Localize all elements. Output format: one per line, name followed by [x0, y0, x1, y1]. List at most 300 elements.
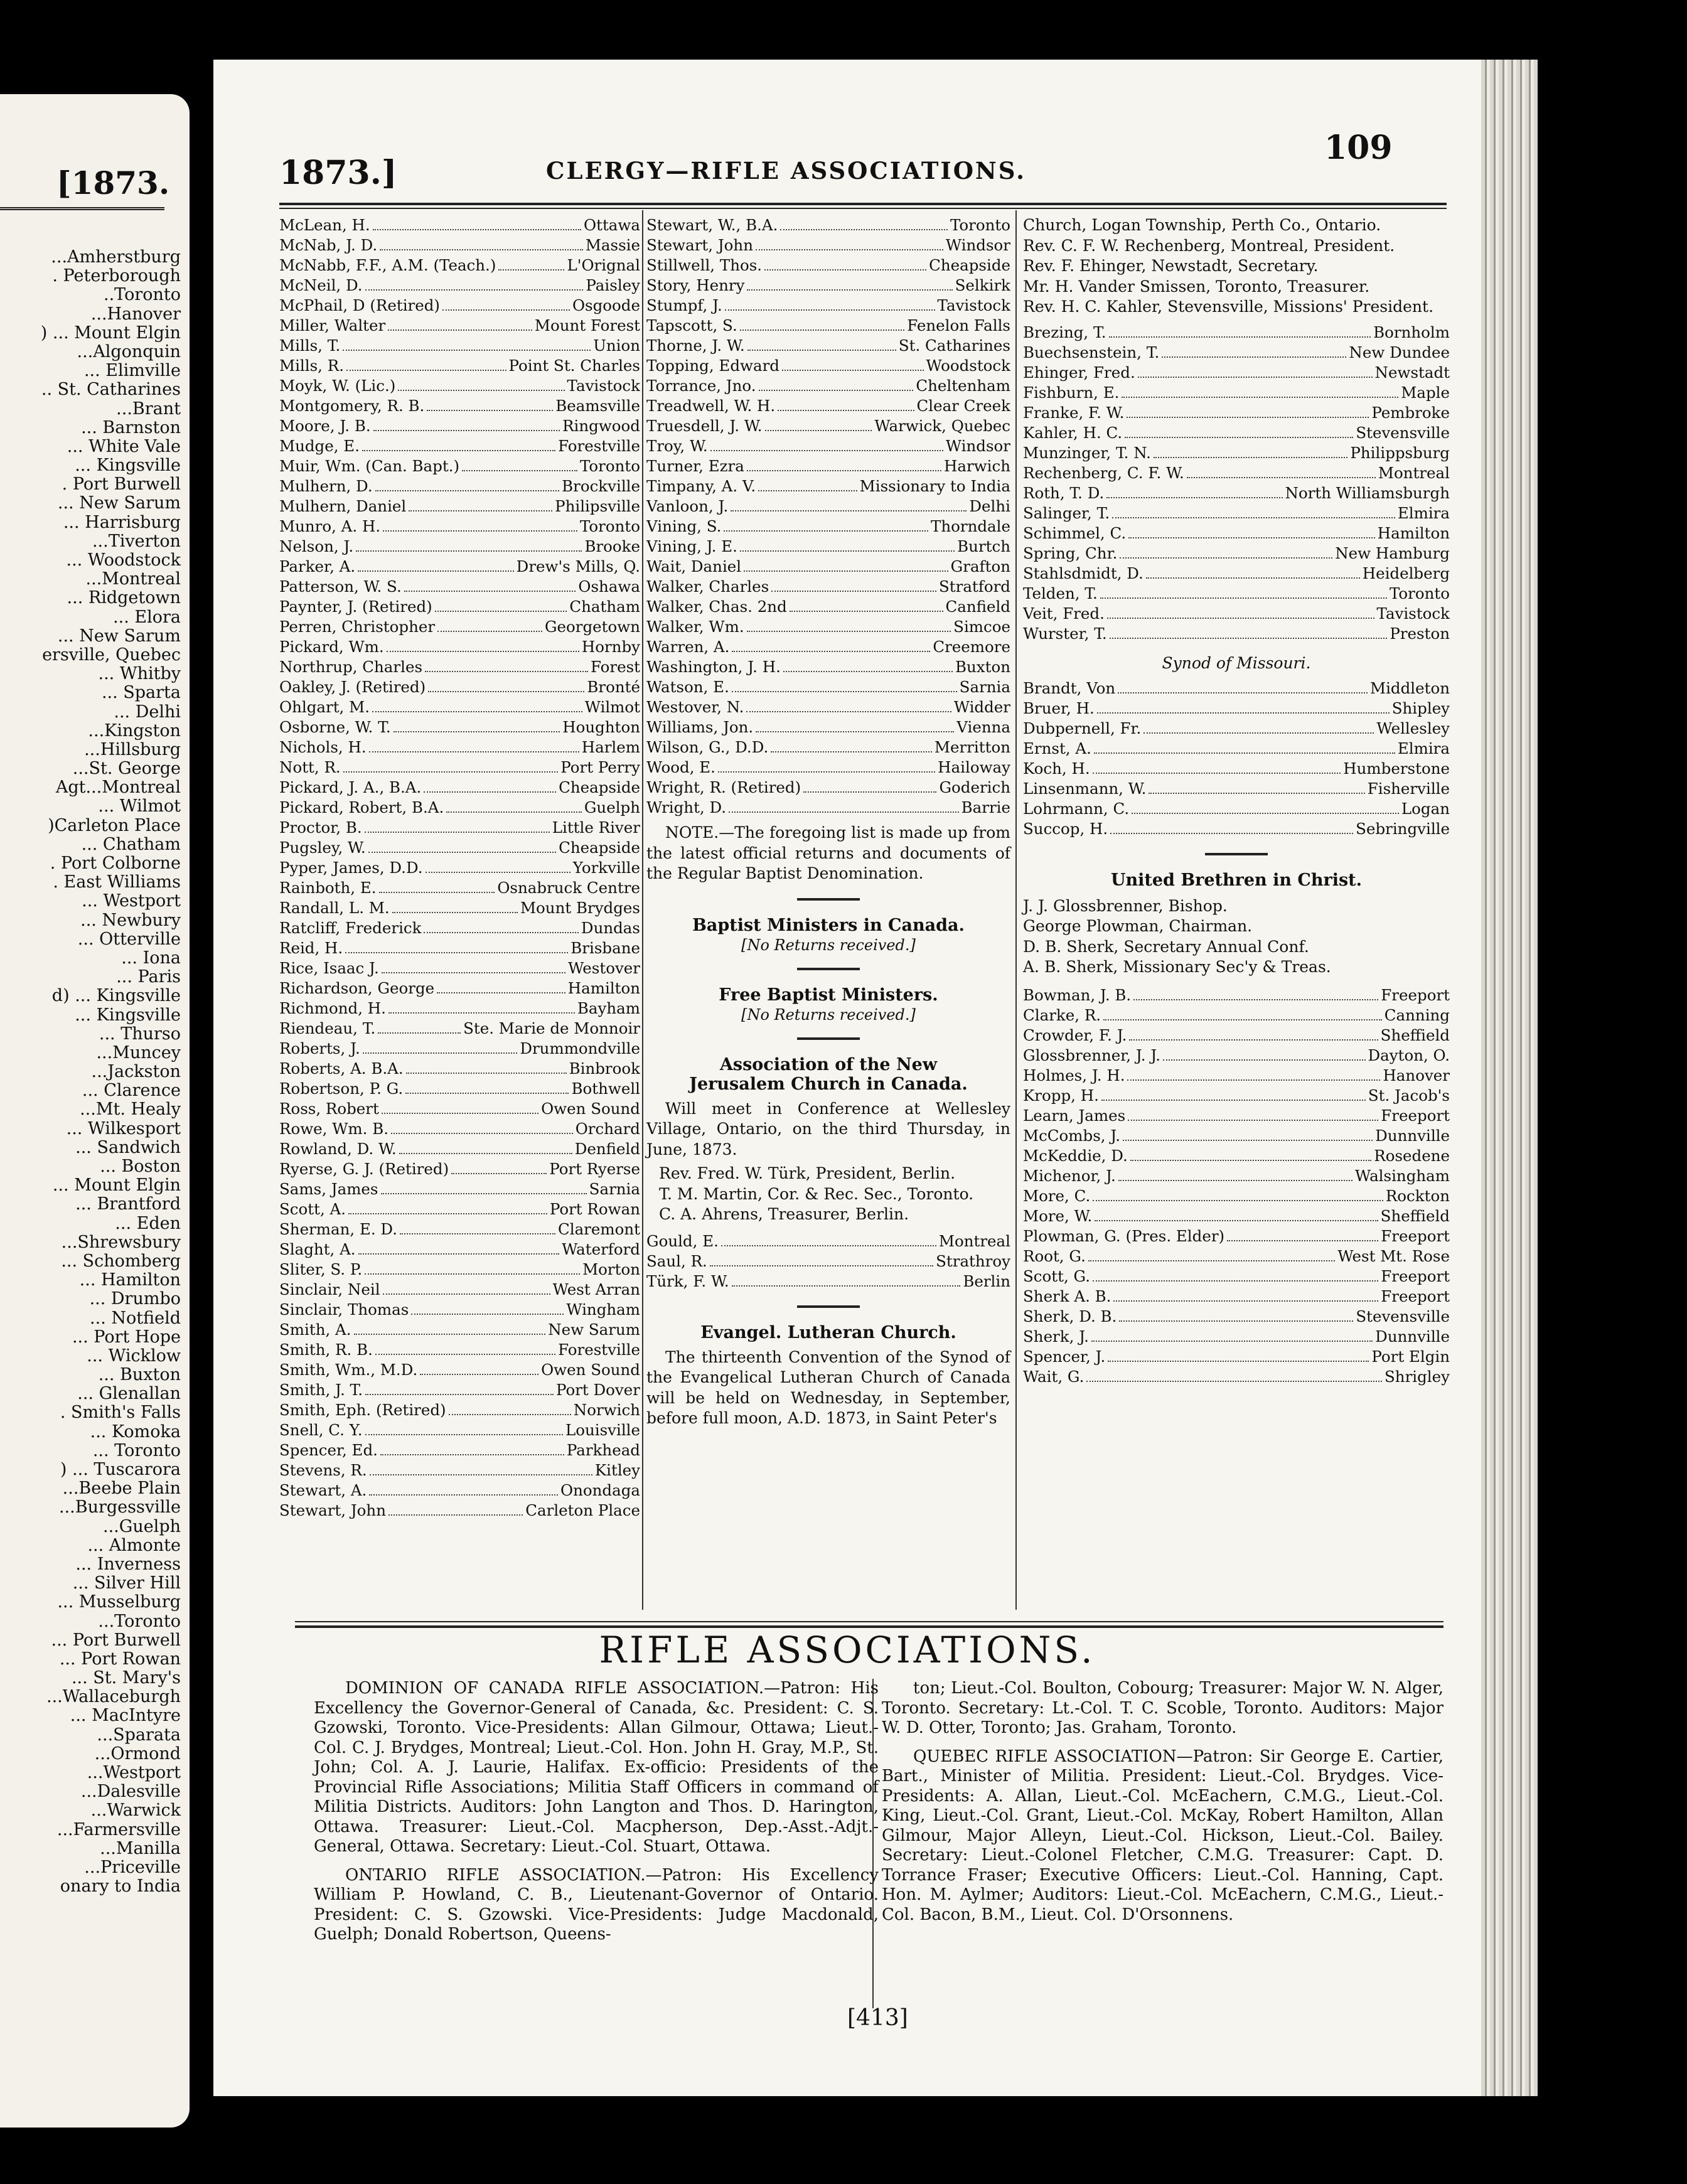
leader-dots	[771, 737, 932, 752]
leader-dots	[718, 757, 935, 773]
list-item	[279, 1260, 640, 1280]
left-page-place: ... Port Burwell	[51, 1630, 181, 1650]
list-item	[1023, 403, 1450, 423]
list-item	[1023, 759, 1450, 779]
text-line: ONTARIO RIFLE ASSOCIATION.—Patron: His Excellency William P. Howland, C. B., Lieutenant-Governor of Ontario. President: C. S. Gzowski. Vice-Presidents: Judge Macdonald, Guelph; Donald Robertson, Queens-	[314, 1865, 879, 1944]
entry-place: Ste. Marie de Monnoir	[463, 1019, 640, 1037]
leader-dots	[411, 1300, 564, 1315]
entry-place: Logan	[1401, 799, 1450, 818]
list-item	[279, 597, 640, 617]
entry-name: Munro, A. H.	[279, 517, 381, 535]
leader-dots	[1113, 1287, 1378, 1302]
leader-dots	[1091, 1327, 1373, 1342]
left-page-place: ... Sparta	[101, 683, 181, 703]
leader-dots	[373, 416, 560, 431]
entry-place: Pembroke	[1371, 403, 1450, 422]
leader-dots	[1086, 1367, 1382, 1382]
entry-name: More, C.	[1023, 1186, 1091, 1205]
entry-name: Topping, Edward	[646, 356, 779, 375]
leader-dots	[1132, 799, 1399, 814]
entry-name: Rowland, D. W.	[279, 1140, 397, 1158]
leader-dots	[365, 818, 550, 833]
leader-dots	[1227, 1226, 1378, 1241]
entry-name: Walker, Chas. 2nd	[646, 597, 787, 616]
list-item	[279, 296, 640, 316]
list-item	[279, 276, 640, 296]
list-item	[1023, 624, 1450, 644]
entry-place: Osnabruck Centre	[497, 879, 640, 897]
left-page-place: ... Woodstock	[66, 550, 181, 570]
entry-name: Sinclair, Thomas	[279, 1300, 409, 1319]
entry-place: Houghton	[562, 718, 640, 736]
list-item	[279, 737, 640, 757]
entry-name: Brandt, Von	[1023, 678, 1116, 697]
entry-name: Sliter, S. P.	[279, 1260, 363, 1278]
entry-name: Mulhern, Daniel	[279, 497, 407, 515]
left-page-place: ...Dalesville	[80, 1782, 181, 1802]
list-item	[279, 778, 640, 798]
entry-place: Freeport	[1381, 1266, 1450, 1285]
entry-place: St. Catharines	[898, 336, 1010, 355]
list-item	[279, 617, 640, 637]
rifle-right-column	[882, 1679, 1443, 1934]
entry-name: Warren, A.	[646, 638, 730, 656]
entry-place: Toronto	[579, 517, 640, 535]
entry-name: Roth, T. D.	[1023, 483, 1105, 502]
list-item	[279, 1159, 640, 1179]
leader-dots	[369, 737, 579, 752]
entry-place: Missionary to India	[859, 477, 1010, 495]
leader-dots	[1127, 1066, 1380, 1081]
list-item	[279, 336, 640, 356]
entry-name: Timpany, A. V.	[646, 477, 756, 495]
entry-name: Pyper, James, D.D.	[279, 859, 423, 877]
entry-place: Brockville	[562, 477, 640, 495]
entry-name: Robertson, P. G.	[279, 1079, 404, 1098]
entry-name: Smith, Wm., M.D.	[279, 1361, 418, 1379]
list-item	[1023, 719, 1450, 739]
entry-place: Louisville	[565, 1421, 640, 1439]
left-page-place: ... Clarence	[82, 1081, 181, 1101]
entry-place: Port Elgin	[1371, 1347, 1450, 1366]
entry-place: Owen Sound	[541, 1361, 640, 1379]
missouri-title: Synod of Missouri.	[1162, 653, 1311, 672]
list-item	[646, 476, 1010, 496]
entry-place: Elmira	[1397, 503, 1450, 522]
left-page-place: ...Jackston	[91, 1062, 181, 1082]
left-page-place: ... Inverness	[75, 1554, 181, 1574]
leader-dots	[365, 1380, 554, 1395]
entry-place: Yorkville	[572, 859, 640, 877]
list-item	[279, 998, 640, 1019]
list-item	[1023, 523, 1450, 543]
leader-dots	[437, 617, 542, 632]
entry-place: Chatham	[569, 597, 640, 616]
left-page-place: ... Notfield	[90, 1308, 181, 1328]
page-number: 109	[1324, 129, 1393, 167]
entry-place: Ottawa	[584, 216, 640, 234]
leader-dots	[756, 235, 943, 250]
leader-dots	[392, 898, 518, 913]
entry-place: Freeport	[1381, 1226, 1450, 1245]
list-item	[279, 978, 640, 998]
leader-dots	[1146, 564, 1360, 579]
left-page-place: ...Hanover	[90, 304, 181, 324]
entry-name: Ohlgart, M.	[279, 698, 370, 716]
entry-name: Bowman, J. B.	[1023, 985, 1132, 1004]
left-page-place: ... Delhi	[114, 702, 181, 722]
leader-dots	[387, 637, 579, 652]
entry-name: Roberts, A. B.A.	[279, 1059, 404, 1078]
entry-name: Turner, Ezra	[646, 457, 744, 475]
list-item	[279, 677, 640, 697]
entry-place: Forest	[590, 658, 640, 676]
entry-place: Toronto	[1389, 584, 1450, 602]
text-line: D. B. Sherk, Secretary Annual Conf.	[1023, 937, 1309, 956]
leader-dots	[1149, 779, 1364, 794]
left-page-place: ...Ormond	[94, 1743, 181, 1764]
entry-place: Canfield	[945, 597, 1010, 616]
list-item	[646, 757, 1010, 778]
entry-name: Learn, James	[1023, 1106, 1126, 1125]
text-line: ton; Lieut.-Col. Boulton, Cobourg; Treasurer: Major W. N. Alger, Toronto. Secretary: Lt.-Col. T. C. Scoble, Toronto. Auditors: Major W. D. Otter, Toronto; Jas. Graham, Toronto.	[882, 1679, 1443, 1737]
list-item	[279, 637, 640, 657]
united-brethren-list	[1023, 985, 1450, 1387]
leader-dots	[375, 1340, 555, 1355]
entry-name: Mills, T.	[279, 336, 341, 355]
list-item	[646, 296, 1010, 316]
left-page-place: ... Sandwich	[75, 1137, 181, 1157]
left-page-place: ... Whitby	[98, 664, 181, 684]
left-page-place: ... White Vale	[67, 436, 181, 456]
leader-dots	[759, 376, 914, 391]
new-jerusalem-officers	[646, 1164, 1010, 1225]
left-page-place: ... New Sarum	[57, 493, 181, 513]
entry-name: McLean, H.	[279, 216, 370, 234]
left-page-place: ...St. George	[72, 759, 181, 779]
leader-dots	[1154, 443, 1348, 458]
leader-dots	[427, 396, 553, 411]
leader-dots	[1138, 363, 1373, 378]
left-page-place: ...Warwick	[90, 1801, 181, 1821]
leader-dots	[1128, 523, 1375, 538]
entry-place: Walsingham	[1355, 1166, 1450, 1185]
entry-name: Wait, Daniel	[646, 557, 742, 575]
leader-dots	[373, 215, 581, 230]
list-item	[279, 1079, 640, 1099]
entry-name: Buechsenstein, T.	[1023, 343, 1160, 361]
entry-name: Nelson, J.	[279, 537, 354, 555]
entry-name: Treadwell, W. H.	[646, 397, 776, 415]
entry-place: Thorndale	[931, 517, 1010, 535]
entry-place: Selkirk	[955, 276, 1010, 294]
entry-name: Stewart, John	[279, 1501, 386, 1519]
entry-place: Toronto	[950, 216, 1010, 234]
entry-name: Mills, R.	[279, 356, 344, 375]
entry-place: Osgoode	[572, 296, 640, 314]
leader-dots	[398, 376, 564, 391]
leader-dots	[778, 396, 914, 411]
leader-dots	[380, 235, 583, 250]
list-item	[279, 456, 640, 476]
entry-place: Wingham	[566, 1300, 640, 1319]
list-item	[279, 1280, 640, 1300]
list-item	[646, 1271, 1010, 1292]
entry-name: Linsenmann, W.	[1023, 779, 1147, 798]
entry-name: Munzinger, T. N.	[1023, 443, 1151, 462]
entry-name: Lohrmann, C.	[1023, 799, 1130, 818]
entry-place: Warwick, Quebec	[874, 417, 1010, 435]
list-item	[279, 517, 640, 537]
left-page-place: .. St. Catharines	[41, 380, 181, 400]
list-item	[1023, 423, 1450, 443]
entry-place: Paisley	[586, 276, 640, 294]
list-item	[646, 356, 1010, 376]
leader-dots	[1101, 1086, 1366, 1101]
entry-name: Smith, Eph. (Retired)	[279, 1401, 446, 1419]
entry-name: Wright, D.	[646, 798, 727, 816]
leader-dots	[1095, 1206, 1378, 1221]
text-line: C. A. Ahrens, Treasurer, Berlin.	[659, 1205, 909, 1223]
leader-dots	[1088, 1246, 1335, 1261]
entry-place: Bayham	[577, 999, 640, 1017]
list-item	[1023, 1206, 1450, 1226]
entry-place: Drummondville	[520, 1039, 640, 1057]
left-page-place: ... Wilkesport	[66, 1118, 181, 1138]
leader-dots	[1128, 1106, 1378, 1121]
entry-name: Root, G.	[1023, 1246, 1086, 1265]
list-item	[279, 316, 640, 336]
list-item	[1023, 1367, 1450, 1387]
list-item	[646, 537, 1010, 557]
leader-dots	[446, 798, 582, 813]
entry-place: Westover	[568, 959, 640, 977]
list-item	[279, 757, 640, 778]
column-3	[1023, 215, 1450, 1387]
list-item	[279, 577, 640, 597]
baptist-title: Baptist Ministers in Canada.	[692, 915, 965, 935]
entry-name: Wright, R. (Retired)	[646, 778, 801, 796]
leader-dots	[747, 276, 952, 291]
left-page-place: ... Eden	[115, 1213, 181, 1233]
leader-dots	[363, 1039, 518, 1054]
entry-name: Proctor, B.	[279, 818, 362, 837]
entry-name: Walker, Charles	[646, 577, 769, 596]
leader-dots	[409, 496, 552, 511]
leader-dots	[362, 436, 555, 451]
baptist-note: NOTE.—The foregoing list is made up from the latest official returns and documents of the Regular Baptist Denomination.	[646, 823, 1010, 882]
list-item	[1023, 1266, 1450, 1287]
free-baptist-title: Free Baptist Ministers.	[719, 985, 938, 1005]
list-item	[1023, 363, 1450, 383]
left-page-place: ...Westport	[87, 1763, 181, 1782]
list-item	[1023, 1226, 1450, 1246]
left-page-rule	[0, 207, 164, 210]
list-item	[646, 517, 1010, 537]
list-item	[279, 215, 640, 235]
entry-name: Mudge, E.	[279, 437, 360, 455]
list-item	[279, 1360, 640, 1380]
leader-dots	[345, 938, 568, 953]
new-jerusalem-text: Will meet in Conference at Wellesley Village, Ontario, on the third Thursday, in June, 1873.	[646, 1099, 1010, 1159]
entry-place: Grafton	[950, 557, 1010, 575]
list-item	[279, 1039, 640, 1059]
entry-name: Crowder, F. J.	[1023, 1025, 1127, 1044]
text-line: DOMINION OF CANADA RIFLE ASSOCIATION.—Patron: His Excellency the Governor-General of Canada, &c. President: C. S. Gzowski, Toronto. Vice-Presidents: Allan Gilmour, Ottawa; Lieut.-Col. C. J. Brydges, Montreal; Lieut.-Col. Hon. John H. Gray, M.P., St. John; Col. A. J. Laurie, Halifax. Ex-officio: Presidents of the Provincial Rifle Associations; Militia Staff Officers in command of Militia Districts. Auditors: John Langton and Thos. D. Harington, Ottawa. Treasurer: Lieut.-Col. Macpherson, Dep.-Asst.-Adjt.-General, Ottawa. Secretary: Lieut.-Col. Stuart, Ottawa.	[314, 1679, 879, 1856]
entry-place: Stevensville	[1356, 1307, 1450, 1325]
list-item	[279, 1139, 640, 1159]
list-item	[1023, 483, 1450, 503]
entry-place: Denfield	[574, 1140, 640, 1158]
list-item	[1023, 1025, 1450, 1046]
entry-name: McKeddie, D.	[1023, 1146, 1128, 1165]
entry-place: Point St. Charles	[508, 356, 640, 375]
list-item	[646, 1251, 1010, 1271]
leader-dots	[1127, 403, 1369, 418]
left-page-place: ... Kingsville	[75, 1005, 181, 1025]
entry-name: McCombs, J.	[1023, 1126, 1121, 1145]
list-item	[646, 697, 1010, 717]
leader-dots	[1106, 483, 1282, 498]
left-page-place: ... New Sarum	[57, 626, 181, 646]
separator	[1205, 853, 1268, 855]
leader-dots	[442, 296, 570, 311]
entry-name: Salinger, T.	[1023, 503, 1110, 522]
list-item	[1023, 343, 1450, 363]
left-page-place: ... Musselburg	[57, 1592, 181, 1612]
entry-name: Rowe, Wm. B.	[279, 1120, 389, 1138]
list-item	[1023, 1307, 1450, 1327]
entry-name: Paynter, J. (Retired)	[279, 597, 432, 616]
entry-place: Massie	[585, 236, 640, 254]
entry-name: Clarke, R.	[1023, 1005, 1101, 1024]
entry-name: McPhail, D (Retired)	[279, 296, 440, 314]
entry-place: Widder	[953, 698, 1010, 716]
entry-name: Ernst, A.	[1023, 739, 1091, 757]
leader-dots	[346, 356, 506, 371]
entry-name: Truesdell, J. W.	[646, 417, 763, 435]
list-item	[279, 1179, 640, 1199]
leader-dots	[379, 878, 495, 893]
leader-dots	[1187, 463, 1376, 478]
entry-place: Georgetown	[544, 618, 640, 636]
entry-name: Nott, R.	[279, 758, 341, 776]
entry-place: Burtch	[957, 537, 1010, 555]
left-page-place: ...Manilla	[100, 1838, 181, 1858]
list-item	[646, 316, 1010, 336]
entry-name: Gould, E.	[646, 1231, 719, 1250]
header-rule	[279, 203, 1447, 205]
left-facing-page	[0, 94, 190, 2128]
leader-dots	[375, 476, 560, 491]
list-item	[1023, 1166, 1450, 1186]
list-item	[279, 537, 640, 557]
entry-name: Koch, H.	[1023, 759, 1090, 778]
entry-place: Morton	[582, 1260, 640, 1278]
left-page-place: ...Kingston	[88, 720, 181, 741]
entry-name: Wait, G.	[1023, 1367, 1084, 1386]
entry-place: Simcoe	[953, 618, 1010, 636]
entry-place: Stratford	[938, 577, 1010, 596]
left-page-place: ... St. Mary's	[71, 1668, 181, 1688]
leader-dots	[399, 1139, 572, 1154]
entry-place: St. Jacob's	[1368, 1086, 1450, 1105]
leader-dots	[747, 336, 896, 351]
entry-name: Vining, J. E.	[646, 537, 737, 555]
column-divider-2	[1015, 210, 1017, 1610]
header-title: CLERGY—RIFLE ASSOCIATIONS.	[546, 157, 1027, 185]
list-item	[646, 637, 1010, 657]
entry-name: Story, Henry	[646, 276, 745, 294]
leader-dots	[343, 336, 591, 351]
left-page-place: ) ... Tuscarora	[60, 1460, 181, 1479]
leader-dots	[378, 1019, 461, 1034]
left-page-place: ... MacIntyre	[70, 1706, 181, 1726]
left-page-place: ...Toronto	[98, 1611, 181, 1631]
entry-place: Brooke	[584, 537, 640, 555]
entry-place: New Hamburg	[1335, 543, 1450, 562]
entry-place: Wilmot	[584, 698, 640, 716]
list-item	[1023, 564, 1450, 584]
entry-name: Oakley, J. (Retired)	[279, 678, 426, 696]
entry-place: Montreal	[938, 1231, 1010, 1250]
left-page-place: ...Beebe Plain	[62, 1479, 181, 1499]
entry-place: Owen Sound	[541, 1100, 640, 1118]
left-page-place: ... Wicklow	[87, 1346, 181, 1366]
header-year: 1873.]	[279, 154, 397, 192]
main-page	[213, 60, 1481, 2096]
leader-dots	[388, 1501, 523, 1516]
list-item	[279, 1019, 640, 1039]
leader-dots	[732, 1271, 961, 1287]
leader-dots	[1108, 1347, 1369, 1362]
list-item	[646, 336, 1010, 356]
entry-place: Barrie	[961, 798, 1010, 816]
entry-place: Carleton Place	[525, 1501, 640, 1519]
left-page-place: ... Hamilton	[79, 1270, 181, 1290]
left-page-place: ... Toronto	[92, 1440, 181, 1460]
entry-place: Dunnville	[1375, 1327, 1450, 1346]
left-page-place: ...Amherstburg	[51, 247, 181, 267]
list-item	[1023, 1066, 1450, 1086]
entry-name: Osborne, W. T.	[279, 718, 391, 736]
list-item	[1023, 1005, 1450, 1025]
leader-dots	[764, 255, 926, 270]
entry-place: Cheapside	[559, 838, 640, 857]
united-brethren-title: United Brethren in Christ.	[1110, 870, 1363, 890]
entry-place: Elmira	[1397, 739, 1450, 757]
leader-dots	[388, 998, 575, 1014]
left-page-place: . Port Burwell	[62, 474, 181, 495]
list-item	[646, 778, 1010, 798]
entry-place: Dayton, O.	[1368, 1046, 1450, 1064]
list-item	[279, 1460, 640, 1480]
leader-dots	[420, 1360, 538, 1375]
entry-name: Riendeau, T.	[279, 1019, 376, 1037]
left-page-place: ... Westport	[82, 891, 181, 911]
leader-dots	[365, 1420, 563, 1435]
list-item	[646, 737, 1010, 757]
entry-name: Northrup, Charles	[279, 658, 423, 676]
entry-name: Rice, Isaac J.	[279, 959, 379, 977]
lutheran-title: Evangel. Lutheran Church.	[700, 1322, 956, 1342]
entry-name: Patterson, W. S.	[279, 577, 402, 596]
entry-name: Moore, J. B.	[279, 417, 371, 435]
leader-dots	[383, 517, 577, 532]
leader-dots	[1093, 1186, 1383, 1201]
list-item	[646, 557, 1010, 577]
entry-name: Spencer, Ed.	[279, 1441, 378, 1459]
